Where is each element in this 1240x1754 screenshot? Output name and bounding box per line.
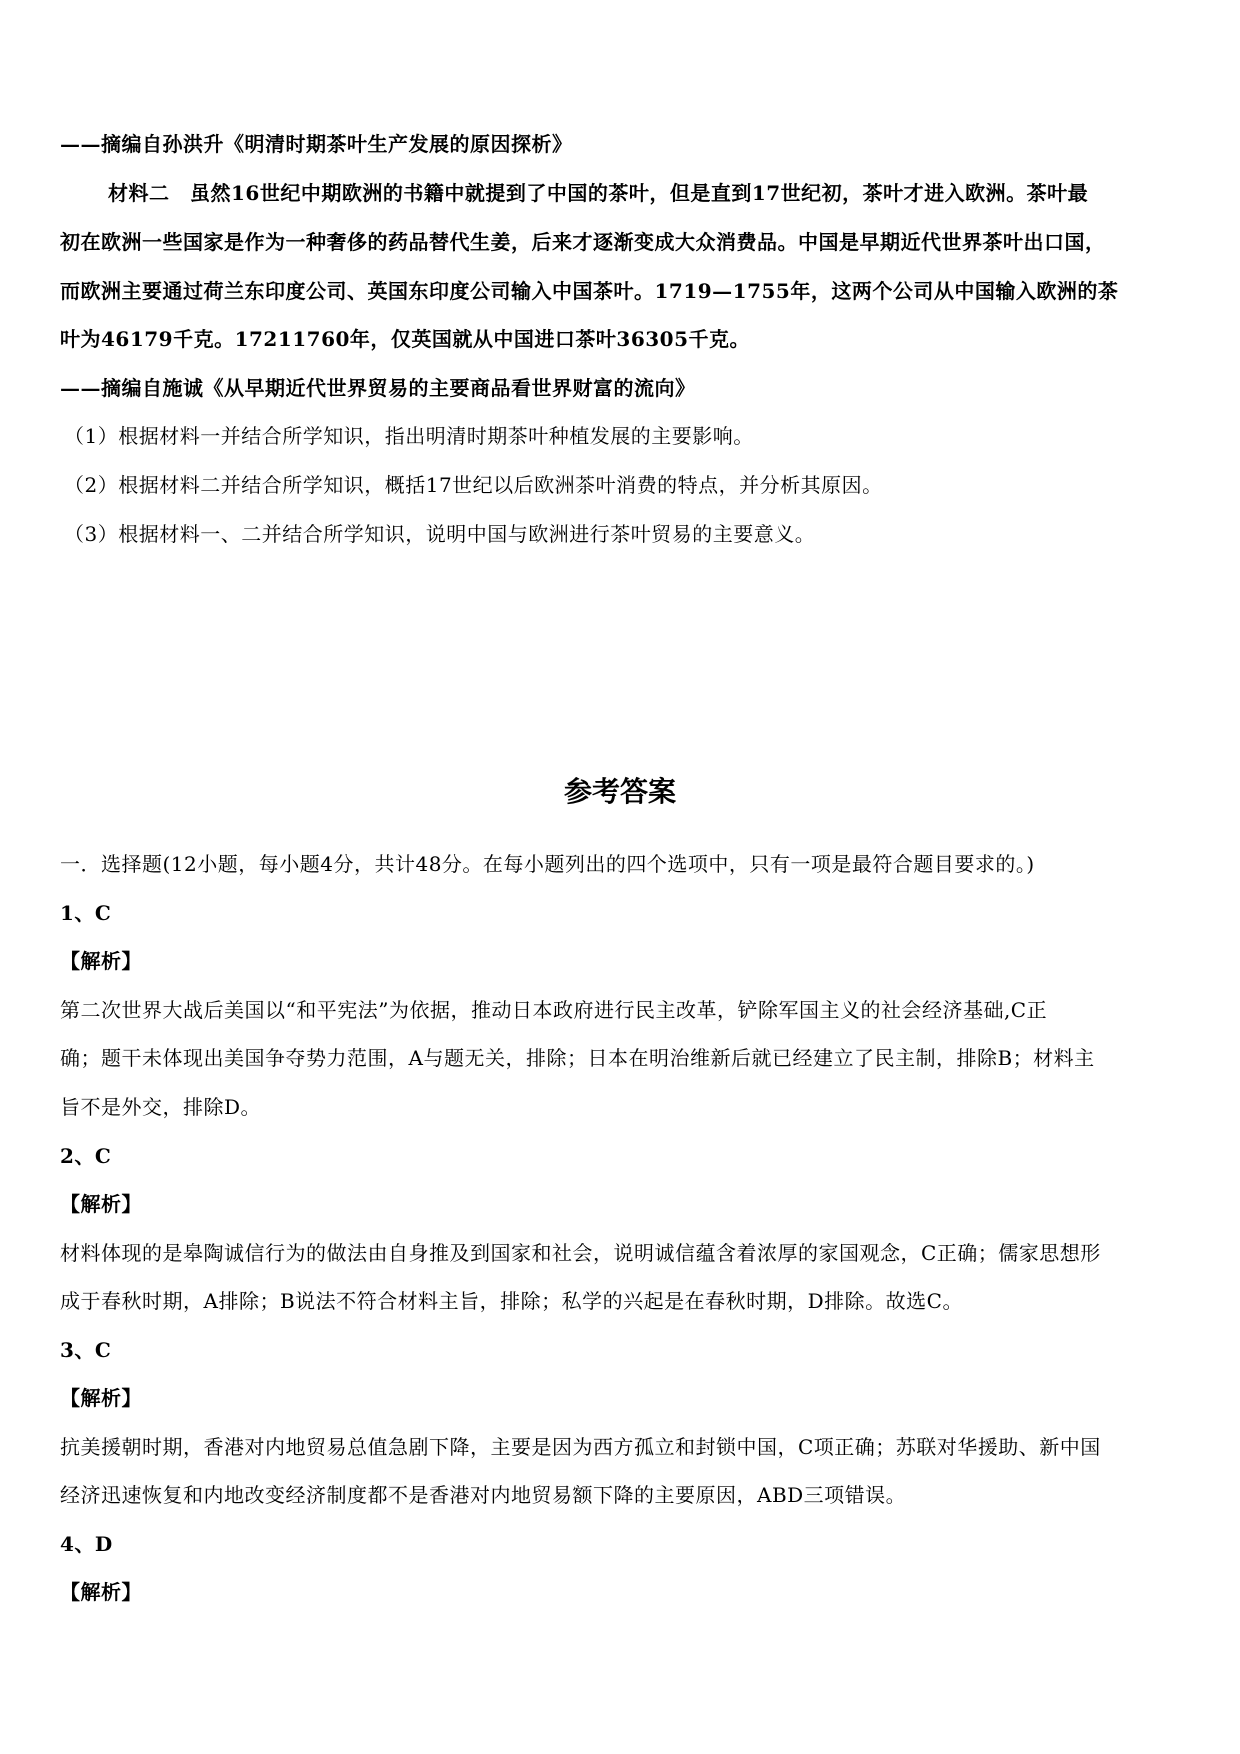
answer-number: 3、C — [60, 1338, 112, 1362]
answer-number: 4、D — [60, 1532, 113, 1556]
analysis-text: 抗美援朝时期，香港对内地贸易总值急剧下降，主要是因为西方孤立和封锁中国，C项正确；苏联对华援助、新中国 — [60, 1435, 1101, 1459]
section-header: 一．选择题(12小题，每小题4分，共计48分。在每小题列出的四个选项中，只有一项是最符合题目要求的。) — [60, 852, 1035, 876]
analysis-text: 确；题干未体现出美国争夺势力范围，A与题无关，排除；日本在明治维新后就已经建立了民主制，排除B；材料主 — [60, 1046, 1095, 1070]
material-2-line: 而欧洲主要通过荷兰东印度公司、英国东印度公司输入中国茶叶。1719—1755年，这两个公司从中国输入欧洲的茶 — [60, 279, 1119, 303]
material-2-line: 初在欧洲一些国家是作为一种奢侈的药品替代生姜，后来才逐渐变成大众消费品。中国是早期近代世界茶叶出口国， — [60, 230, 1106, 254]
question-2: （2）根据材料二并结合所学知识，概括17世纪以后欧洲茶叶消费的特点，并分析其原因。 — [64, 473, 883, 497]
answer-number: 2、C — [60, 1144, 112, 1168]
analysis-text: 成于春秋时期，A排除；B说法不符合材料主旨，排除；私学的兴起是在春秋时期，D排除。故选C。 — [60, 1289, 963, 1313]
analysis-text: 材料体现的是皋陶诚信行为的做法由自身推及到国家和社会，说明诚信蕴含着浓厚的家国观念，C正确；儒家思想形 — [60, 1241, 1101, 1265]
analysis-label: 【解析】 — [60, 1386, 142, 1410]
analysis-label: 【解析】 — [60, 1192, 142, 1216]
material-2-line: 叶为46179千克。17211760年，仅英国就从中国进口茶叶36305千克。 — [60, 327, 750, 351]
answers-title: 参考答案 — [563, 775, 676, 808]
question-1: （1）根据材料一并结合所学知识，指出明清时期茶叶种植发展的主要影响。 — [64, 424, 754, 448]
analysis-label: 【解析】 — [60, 949, 142, 973]
source-citation-2: ——摘编自施诚《从早期近代世界贸易的主要商品看世界财富的流向》 — [60, 376, 696, 400]
analysis-text: 旨不是外交，排除D。 — [60, 1095, 262, 1119]
source-citation-1: ——摘编自孙洪升《明清时期茶叶生产发展的原因探析》 — [60, 132, 573, 156]
analysis-label: 【解析】 — [60, 1580, 142, 1604]
analysis-text: 第二次世界大战后美国以“和平宪法”为依据，推动日本政府进行民主改革，铲除军国主义的社会经济基础,C正 — [60, 998, 1048, 1022]
question-3: （3）根据材料一、二并结合所学知识，说明中国与欧洲进行茶叶贸易的主要意义。 — [64, 522, 816, 546]
answer-number: 1、C — [60, 901, 112, 925]
material-2-line: 材料二 虽然16世纪中期欧洲的书籍中就提到了中国的茶叶，但是直到17世纪初，茶叶才进入欧洲。茶叶最 — [108, 181, 1089, 205]
analysis-text: 经济迅速恢复和内地改变经济制度都不是香港对内地贸易额下降的主要原因，ABD三项错误。 — [60, 1483, 907, 1507]
